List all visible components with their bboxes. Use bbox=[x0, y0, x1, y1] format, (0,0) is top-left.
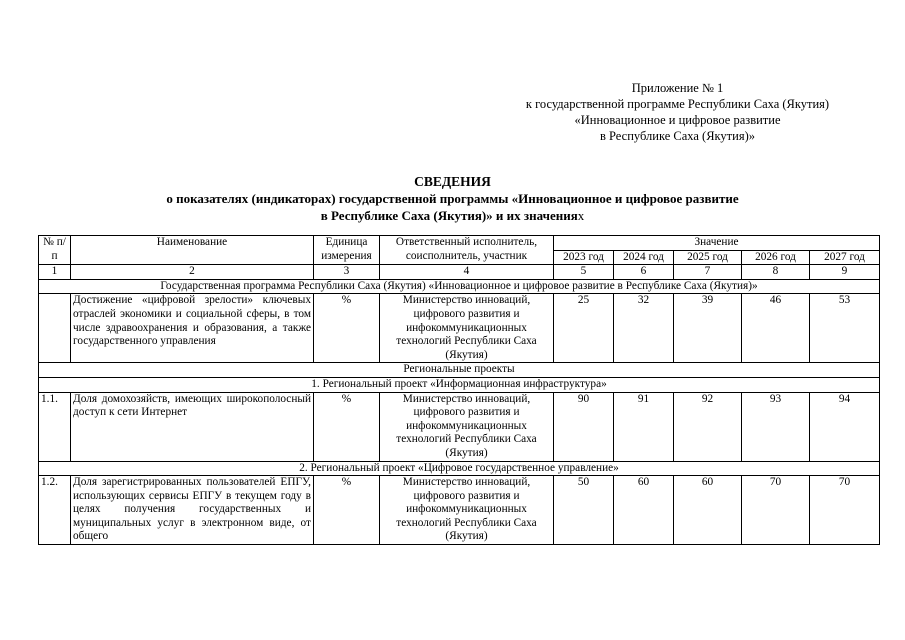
indicator-name: Достижение «цифровой зрелости» ключевых отраслей экономики и социальной сферы, в том числе здравоохранения и образования, а также государственного управления bbox=[71, 294, 314, 363]
row-num: 1.2. bbox=[39, 476, 71, 545]
indicator-name: Доля домохозяйств, имеющих широкополосный доступ к сети Интернет bbox=[71, 392, 314, 461]
value-2023: 50 bbox=[554, 476, 614, 545]
column-number: 6 bbox=[614, 265, 674, 280]
value-2024: 60 bbox=[614, 476, 674, 545]
indicator-name: Доля зарегистрированных пользователей ЕПГУ, использующих сервисы ЕПГУ в текущем году в целях получения государственных и муниципальных услуг в электронном виде, от общего bbox=[71, 476, 314, 545]
appendix-line-1: Приложение № 1 bbox=[631, 81, 724, 95]
header-unit: Единица измерения bbox=[314, 236, 380, 265]
value-2027: 53 bbox=[810, 294, 880, 363]
column-number: 2 bbox=[71, 265, 314, 280]
indicators-table bbox=[38, 235, 880, 545]
value-2024: 91 bbox=[614, 392, 674, 461]
program-title: Государственная программа Республики Саха (Якутия) «Инновационное и цифровое развитие в Республике Саха (Якутия)» bbox=[39, 279, 880, 294]
column-number: 1 bbox=[39, 265, 71, 280]
value-2023: 25 bbox=[554, 294, 614, 363]
appendix-line-2: к государственной программе Республики Саха (Якутия) bbox=[525, 97, 830, 111]
header-year-2025: 2025 год bbox=[674, 250, 742, 265]
appendix-line-3: «Инновационное и цифровое развитие bbox=[574, 113, 781, 127]
value-2027: 94 bbox=[810, 392, 880, 461]
table-row bbox=[39, 476, 880, 545]
header-year-2024: 2024 год bbox=[614, 250, 674, 265]
value-2023: 90 bbox=[554, 392, 614, 461]
indicator-executor: Министерство инноваций, цифрового развития и инфокоммуникационных технологий Республики Саха (Якутия) bbox=[380, 476, 554, 545]
value-2026: 93 bbox=[742, 392, 810, 461]
indicator-unit: % bbox=[314, 476, 380, 545]
document-subtitle-line-2 bbox=[40, 207, 865, 224]
row-num bbox=[39, 294, 71, 363]
value-2024: 32 bbox=[614, 294, 674, 363]
appendix-line-4: в Республике Саха (Якутия)» bbox=[599, 129, 755, 143]
section-row bbox=[39, 377, 880, 392]
value-2025: 92 bbox=[674, 392, 742, 461]
row-num: 1.1. bbox=[39, 392, 71, 461]
value-2026: 46 bbox=[742, 294, 810, 363]
indicator-unit: % bbox=[314, 294, 380, 363]
appendix-block bbox=[480, 80, 875, 144]
subtitle-suffix: х bbox=[577, 208, 585, 223]
project-1-title: 1. Региональный проект «Информационная инфраструктура» bbox=[39, 377, 880, 392]
indicator-unit: % bbox=[314, 392, 380, 461]
table-row bbox=[39, 294, 880, 363]
column-number: 9 bbox=[810, 265, 880, 280]
header-num: № п/п bbox=[39, 236, 71, 265]
column-numbers-row bbox=[39, 265, 880, 280]
header-executor: Ответственный исполнитель, соисполнитель, участник bbox=[380, 236, 554, 265]
indicator-executor: Министерство инноваций, цифрового развития и инфокоммуникационных технологий Республики Саха (Якутия) bbox=[380, 392, 554, 461]
document-heading bbox=[40, 173, 865, 224]
column-number: 5 bbox=[554, 265, 614, 280]
header-value: Значение bbox=[554, 236, 880, 251]
column-number: 7 bbox=[674, 265, 742, 280]
subtitle-bold-part: в Республике Саха (Якутия)» и их значения bbox=[320, 208, 578, 223]
header-year-2023: 2023 год bbox=[554, 250, 614, 265]
project-2-title: 2. Региональный проект «Цифровое государственное управление» bbox=[39, 461, 880, 476]
value-2026: 70 bbox=[742, 476, 810, 545]
header-row-1 bbox=[39, 236, 880, 251]
regional-projects-title: Региональные проекты bbox=[39, 363, 880, 378]
value-2025: 60 bbox=[674, 476, 742, 545]
table-row bbox=[39, 392, 880, 461]
document-title: СВЕДЕНИЯ bbox=[414, 174, 491, 189]
value-2027: 70 bbox=[810, 476, 880, 545]
value-2025: 39 bbox=[674, 294, 742, 363]
section-row bbox=[39, 363, 880, 378]
section-row bbox=[39, 461, 880, 476]
header-year-2026: 2026 год bbox=[742, 250, 810, 265]
program-row bbox=[39, 279, 880, 294]
document-subtitle-line-1: о показателях (индикаторах) государственной программы «Инновационное и цифровое развитие bbox=[166, 191, 739, 206]
indicator-executor: Министерство инноваций, цифрового развития и инфокоммуникационных технологий Республики Саха (Якутия) bbox=[380, 294, 554, 363]
header-year-2027: 2027 год bbox=[810, 250, 880, 265]
header-name: Наименование bbox=[71, 236, 314, 265]
column-number: 4 bbox=[380, 265, 554, 280]
column-number: 8 bbox=[742, 265, 810, 280]
column-number: 3 bbox=[314, 265, 380, 280]
